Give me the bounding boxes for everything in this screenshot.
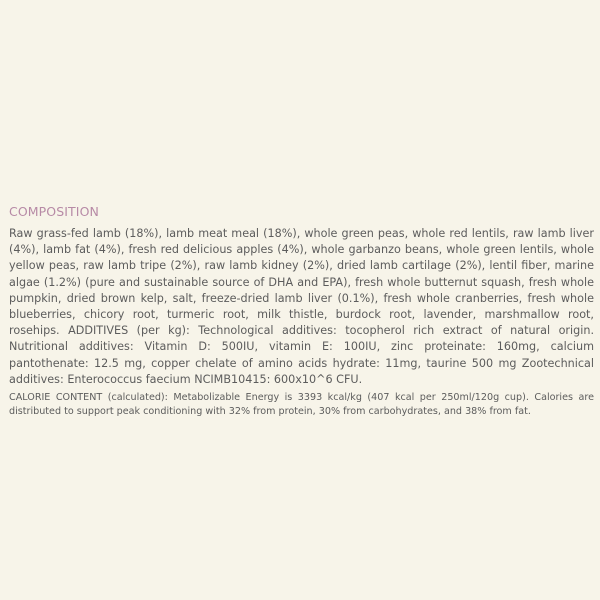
composition-text: Raw grass-fed lamb (18%), lamb meat meal (18%), whole green peas, whole red lentils, raw lamb liver (4%), lamb fat (4%), fresh red delicious apples (4%), whole garbanzo beans, whole green lentils, whole yellow peas, raw lamb tripe (2%), raw lamb kidney (2%), dried lamb cartilage (2%), lentil fiber, marine algae (1.2%) (pure and sustainable source of DHA and EPA), fresh whole butternut squash, fresh whole pumpkin, dried brown kelp, salt, freeze-dried lamb liver (0.1%), fresh whole cranberries, fresh whole blueberries, chicory root, turmeric root, milk thistle, burdock root, lavender, marshmallow root, rosehips. ADDITIVES (per kg): Technological additives: tocopherol rich extract of natural origin. Nutritional additives: Vitamin D: 500IU, vitamin E: 100IU, zinc proteinate: 160mg, calcium pantothenate: 12.5 mg, copper chelate of amino acids hydrate: 11mg, taurine 500 mg Zootechnical additives: Enterococcus faecium NCIMB10415: 600x10^6 CFU. (9, 227, 594, 386)
composition-heading: COMPOSITION (9, 204, 99, 219)
composition-panel (9, 204, 594, 419)
calorie-content-text: CALORIE CONTENT (calculated): Metabolizable Energy is 3393 kcal/kg (407 kcal per 250ml/120g cup). Calories are distributed to support peak conditioning with 32% from protein, 30% from carbohydrates, and 38% from fat. (9, 392, 594, 418)
